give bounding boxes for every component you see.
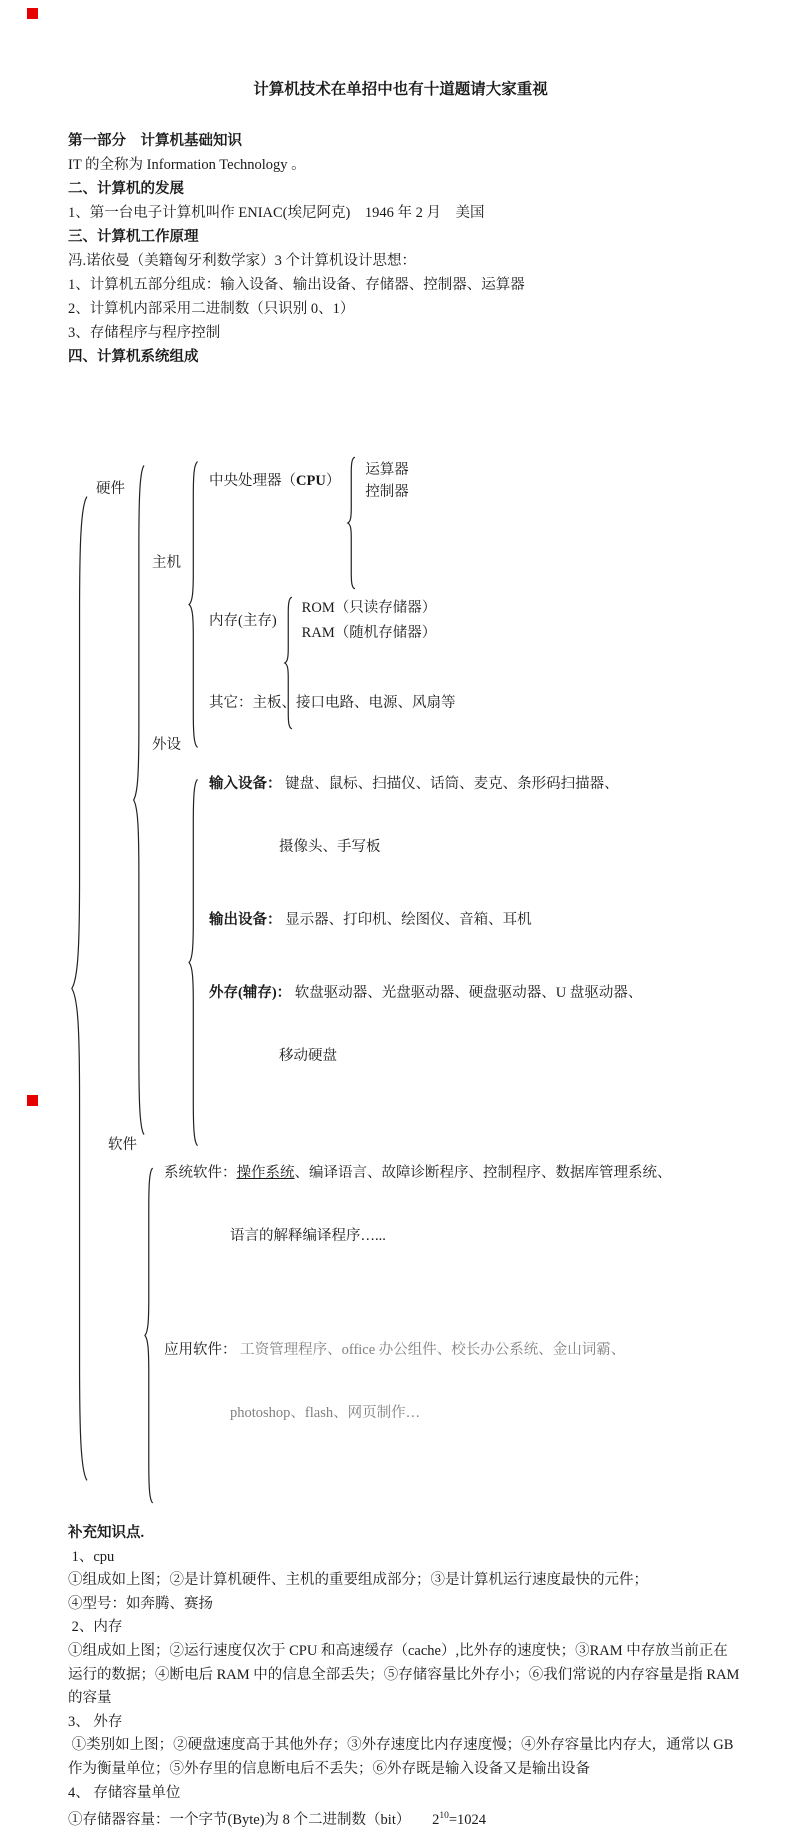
software-branch (108, 1121, 672, 1466)
system-software-line2: 语言的解释编译程序…... (230, 1228, 386, 1244)
supplement-external-line1: ①类别如上图；②硬盘速度高于其他外存；③外存速度比内存速度慢；④外存容量比内存大，通常以 GB (68, 1737, 734, 1754)
supplement-capacity-line: ①存储器容量：一个字节(Byte)为 8 个二进制数（bit） $2^{10}=1024$ (68, 1811, 487, 1828)
eniac-line: 1、第一台电子计算机叫作 ENIAC(埃尼阿克) 1946 年 2 月 美国 (68, 205, 485, 221)
principle1-line: 1、计算机五部分组成：输入设备、输出设备、存储器、控制器、运算器 (68, 277, 525, 293)
supplement-memory-line3: 的容量 (68, 1690, 112, 1707)
it-fullname-line: IT 的全称为 Information Technology 。 (68, 157, 306, 173)
curly-brace-hardware (131, 417, 146, 1099)
host-branch (152, 413, 642, 714)
curly-brace-host (187, 417, 199, 708)
curly-brace-software (143, 1123, 154, 1464)
input-devices-line: 输入设备： 键盘、鼠标、扫描仪、话筒、麦克、条形码扫描器、 (209, 776, 619, 792)
cpu-label: 中央处理器（CPU） (209, 472, 341, 489)
peripheral-label: 外设 (152, 737, 181, 753)
control-unit-item: 控制器 (365, 483, 409, 500)
rom-item: ROM（只读存储器） (301, 600, 437, 616)
cpu-branch (209, 413, 456, 549)
red-watermark-top (27, 8, 38, 19)
hardware-label: 硬件 (96, 481, 125, 497)
hardware-branch (96, 413, 672, 1109)
exponent-text: 10 (439, 1811, 449, 1822)
supplement-cpu-heading: 1、cpu (68, 1548, 115, 1565)
peripheral-branch (152, 732, 642, 1109)
output-devices-line: 输出设备： 显示器、打印机、绘图仪、音箱、耳机 (209, 912, 532, 928)
software-label: 软件 (108, 1137, 137, 1153)
application-software-block (164, 1298, 672, 1466)
os-underlined-text: 操作系统 (236, 1165, 295, 1181)
section4-heading: 四、计算机系统组成 (68, 349, 199, 365)
supplement-cpu-line1: ①组成如上图；②是计算机硬件、主机的重要组成部分；③是计算机运行速度最快的元件； (68, 1572, 648, 1589)
principle2-line: 2、计算机内部采用二进制数（只识别 0、1） (68, 301, 355, 317)
host-label: 主机 (152, 555, 181, 571)
ram-item: RAM（随机存储器） (301, 625, 437, 641)
supplement-memory-line1: ①组成如上图；②运行速度仅次于 CPU 和高速缓存（cache）,比外存的速度快；③RAM 中存放当前正在 (68, 1642, 728, 1659)
other-components-line: 其它：主板、接口电路、电源、风扇等 (209, 695, 456, 711)
supplement-heading: 补充知识点. (68, 1525, 145, 1541)
von-neumann-line: 冯.诺依曼（美籍匈牙利数学家）3 个计算机设计思想： (68, 253, 416, 269)
supplement-cpu-line2: ④型号：如奔腾、赛扬 (68, 1595, 213, 1612)
red-watermark-bottom (27, 1095, 38, 1106)
supplement-external-heading: 3、 外存 (68, 1713, 123, 1730)
document-title: 计算机技术在单招中也有十道题请大家重视 (253, 81, 548, 98)
supplement-capacity-heading: 4、 存储容量单位 (68, 1784, 181, 1801)
external-storage-line2: 移动硬盘 (279, 1048, 337, 1064)
input-devices-line2: 摄像头、手写板 (279, 839, 381, 855)
supplement-memory-line2: 运行的数据；④断电后 RAM 中的信息全部丢失；⑤存储容量比外存小；⑥我们常说的内存容量是指 RAM (68, 1666, 740, 1683)
alu-item: 运算器 (365, 461, 409, 478)
input-devices-block (209, 732, 642, 900)
application-software-line2: photoshop、flash、网页制作… (230, 1405, 421, 1421)
system-root-row (68, 413, 733, 1466)
system-composition-diagram (68, 371, 733, 1508)
curly-brace-peripheral (187, 734, 199, 1107)
external-storage-block (209, 941, 642, 1109)
section3-heading: 三、计算机工作原理 (68, 229, 199, 245)
memory-branch (209, 553, 456, 689)
memory-label: 内存(主存) (209, 612, 277, 629)
curly-brace-root (68, 445, 90, 1448)
system-software-block (164, 1121, 672, 1289)
cpu-bold-text: CPU (296, 472, 326, 489)
principle3-line: 3、存储程序与程序控制 (68, 325, 221, 341)
application-software-line: 应用软件： 工资管理程序、office 办公组件、校长办公系统、金山词霸、 (164, 1342, 626, 1358)
supplement-memory-heading: 2、内存 (68, 1619, 123, 1636)
curly-brace-memory (283, 554, 293, 688)
supplement-external-line2: 作为衡量单位；⑤外存里的信息断电后不丢失；⑥外存既是输入设备又是输出设备 (68, 1760, 590, 1777)
part1-heading: 第一部分 计算机基础知识 (68, 133, 242, 149)
system-software-line: 系统软件：操作系统、编译语言、故障诊断程序、控制程序、数据库管理系统、 (164, 1165, 672, 1181)
external-storage-line: 外存(辅存)： 软盘驱动器、光盘驱动器、硬盘驱动器、U 盘驱动器、 (209, 985, 643, 1001)
section2-heading: 二、计算机的发展 (68, 181, 184, 197)
curly-brace-cpu (346, 414, 356, 548)
